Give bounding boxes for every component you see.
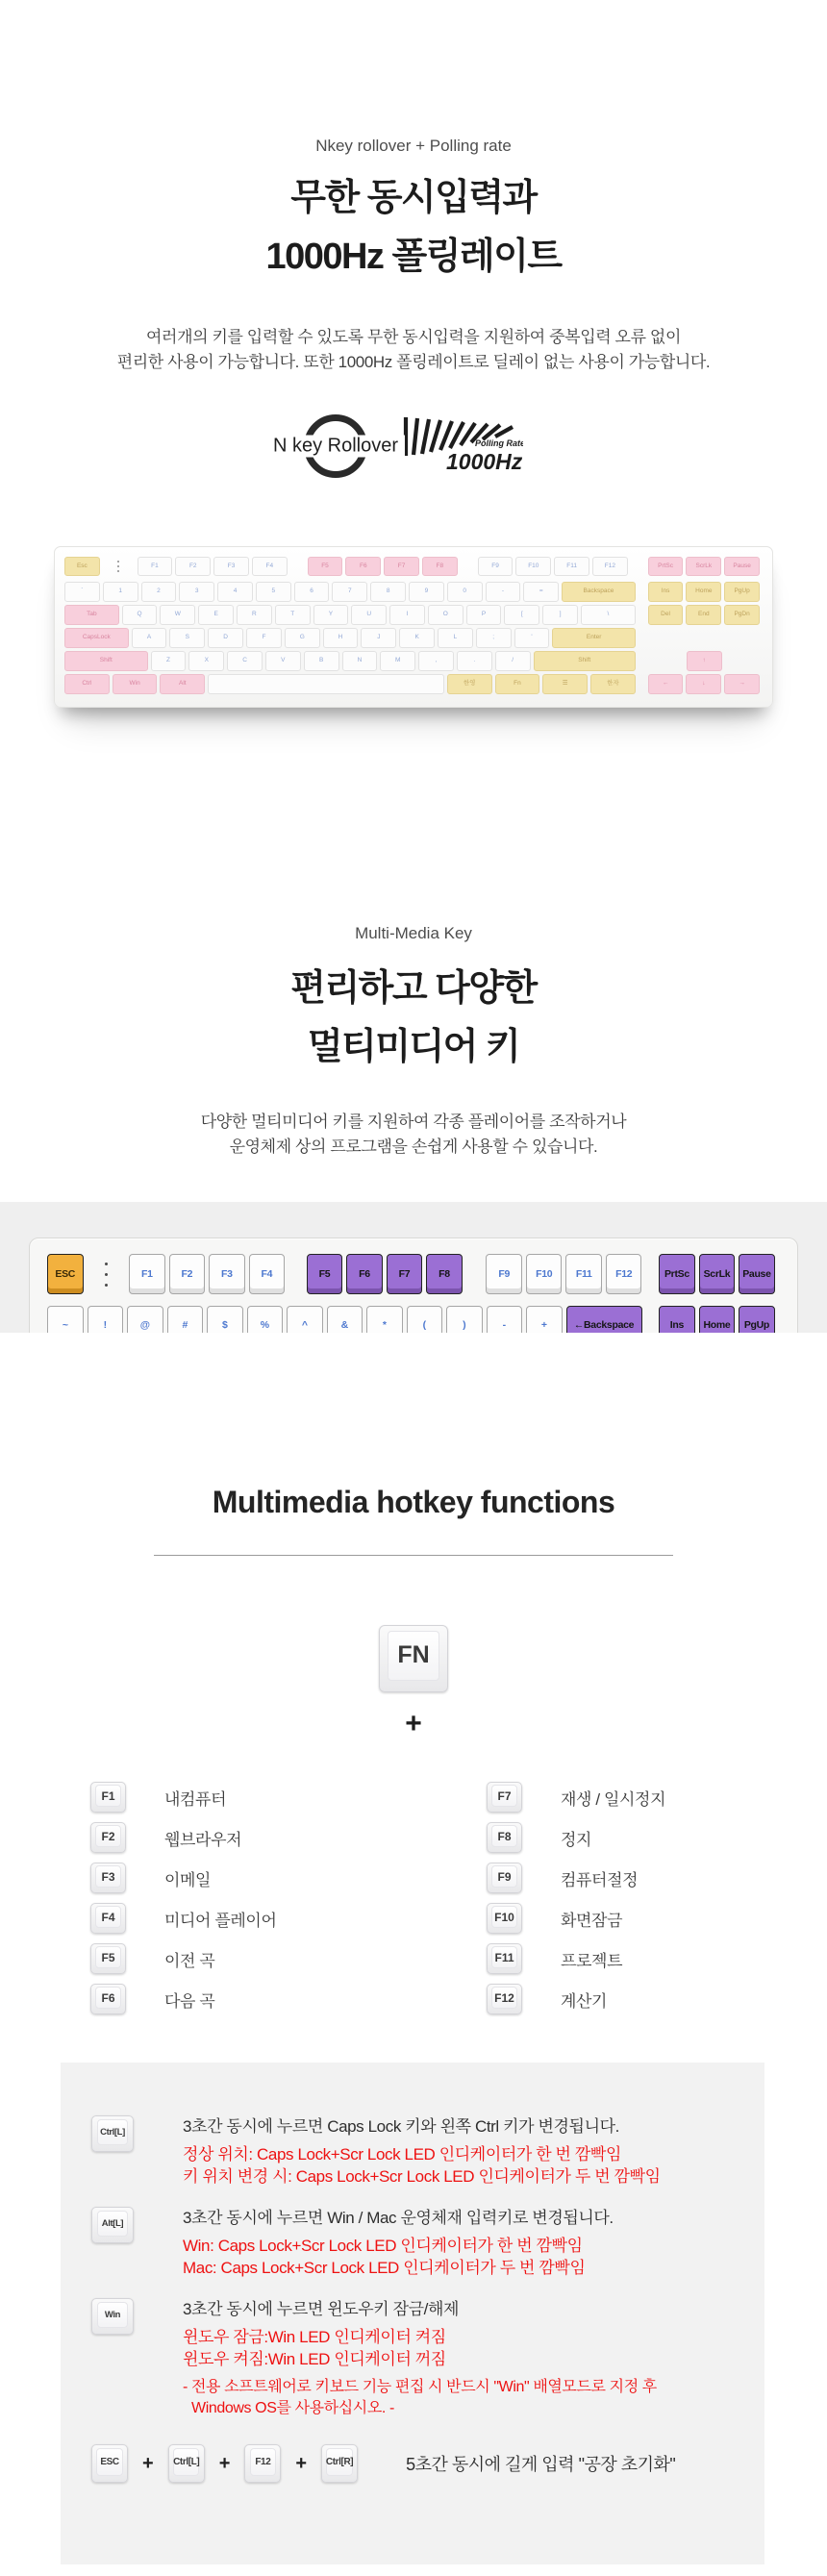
speed-lines-icon [400,412,523,475]
key-*: * [366,1306,403,1333]
plus-sign: + [405,1708,422,1739]
key-O: O [428,605,464,625]
key-F7-cap [487,1782,522,1813]
key-F5: F5 [308,557,343,576]
key-gap [290,557,305,576]
hotkey-function-row [90,1903,414,1934]
key-5: 5 [256,582,291,602]
f12-keycap: F12 [244,2444,281,2483]
key-F11-cap [487,1943,522,1974]
nkey-desc-line2: 편리한 사용이 가능합니다. 또한 1000Hz 폴링레이트로 딜레이 없는 사용이 가능합니다. [116,353,711,371]
fn-keycap [379,1625,448,1692]
ctrl-left-keycap: Ctrl[L] [91,2115,134,2152]
led-indicators [103,557,135,576]
key-/: / [495,651,531,671]
key-F12-cap [487,1984,522,2014]
key-F5: F5 [307,1254,343,1294]
led-dot [105,1284,108,1287]
key-F6: F6 [346,1254,383,1294]
note-red-line: 윈도우 켜짐:Win LED 인디케이터 꺼짐 [183,2350,446,2368]
key-F12: F12 [606,1254,642,1294]
factory-reset-text: 5초간 동시에 길게 입력 "공장 초기화" [406,2455,676,2474]
key-CapsLock: CapsLock [64,628,129,648]
nkey-title-line2: 1000Hz 폴링레이트 [265,237,562,277]
key-1: 1 [103,582,138,602]
nkey-title-line1: 무한 동시입력과 [290,178,537,218]
key-Home: Home [699,1306,736,1333]
key-☰: ☰ [542,674,588,694]
key-gap [466,1254,483,1294]
key-\: \ [581,605,636,625]
hotkey-function-table [67,1782,760,2024]
hotkey-function-row [90,1984,414,2014]
plus-sign: + [218,2452,231,2474]
note-red-line: Win: Caps Lock+Scr Lock LED 인디케이터가 한 번 깜빡임 [183,2237,583,2255]
key-gap [639,582,645,602]
hotkey-function-row [487,1863,760,1893]
key-@: @ [127,1306,163,1333]
note-text: 3초간 동시에 누르면 Caps Lock 키와 왼쪽 Ctrl 키가 변경됩니다. [183,2117,619,2136]
hotkey-function-row [487,1984,760,2014]
ctrl-right-keycap: Ctrl[R] [321,2444,358,2483]
key-gap [639,605,645,625]
key-4: 4 [217,582,253,602]
note-row-ctrl [91,2115,736,2188]
key-Ins: Ins [648,582,684,602]
key-gap [288,1254,303,1294]
key-F8: F8 [422,557,458,576]
key-Ins: Ins [659,1306,695,1333]
hotkey-function-row [90,1943,414,1974]
nkey-section-description [0,325,827,375]
key-R: R [237,605,272,625]
key-9: 9 [409,582,444,602]
key-V: V [265,651,301,671]
multimedia-section-title [0,960,827,1077]
key-0: 0 [447,582,483,602]
key-F9: F9 [478,557,514,576]
key-ScrLk: ScrLk [699,1254,736,1294]
note-text: 3초간 동시에 누르면 윈도우키 잠금/해제 [183,2300,460,2318]
key-gap [645,1254,655,1294]
factory-reset-combo-row [91,2444,736,2483]
key-Backspace: Backspace [562,582,636,602]
hotkey-function-label: 재생 / 일시정지 [561,1789,666,1809]
key-Fn: Fn [495,674,540,694]
key-Alt: Alt [160,674,205,694]
key-F8: F8 [426,1254,463,1294]
note-red-line: 정상 위치: Caps Lock+Scr Lock LED 인디케이터가 한 번 깜빡임 [183,2145,621,2163]
keyboard-row [64,557,763,576]
multimedia-desc-line1: 다양한 멀티미디어 키를 지원하여 각종 플레이어를 조작하거나 [200,1113,627,1131]
svg-text:Polling Rate: Polling Rate [475,438,523,448]
key-7: 7 [332,582,367,602]
win-keycap: Win [91,2298,134,2335]
hotkey-function-label: 컴퓨터절정 [561,1870,639,1889]
key-F12: F12 [592,557,628,576]
keycap-face: F12 [491,1987,517,2009]
key-F6-cap [90,1984,126,2014]
key-6: 6 [294,582,330,602]
ctrl-left-keycap: Ctrl[L] [168,2444,205,2483]
hotkey-function-row [90,1822,414,1853]
key-F: F [246,628,282,648]
hotkey-table-right-column [414,1782,760,2024]
feature-icons-row [0,412,827,480]
key-W: W [160,605,195,625]
key-(: ( [407,1306,443,1333]
keycap-face: F10 [491,1906,517,1928]
key-;: ; [476,628,512,648]
title-divider [154,1555,673,1556]
key-Shift: Shift [64,651,148,671]
key-2: 2 [141,582,177,602]
hotkey-function-row [487,1822,760,1853]
key-8: 8 [370,582,406,602]
hotkey-function-row [487,1903,760,1934]
keyboard-row [64,628,763,648]
key-=: = [523,582,559,602]
key-N: N [342,651,378,671]
key-F11: F11 [565,1254,602,1294]
note-red-line: 윈도우 잠금:Win LED 인디케이터 켜짐 [183,2328,446,2346]
key-S: S [169,628,205,648]
hotkey-function-row [90,1782,414,1813]
key-blank [208,674,444,694]
alt-left-keycap: Alt[L] [91,2207,134,2243]
key-↓: ↓ [686,674,721,694]
keycap-face: F8 [491,1825,517,1847]
multimedia-title-line1: 편리하고 다양한 [290,968,537,1009]
keyboard-diagram-band [0,1202,827,1333]
keycap-face: F3 [95,1865,121,1888]
key-X: X [188,651,224,671]
key-F10-cap [487,1903,522,1934]
key-C: C [227,651,263,671]
led-dot [117,561,119,563]
keycap-face: F4 [95,1906,121,1928]
key-E: E [198,605,234,625]
key-F11: F11 [554,557,589,576]
keyboard-row [47,1254,780,1294]
key-한자: 한자 [590,674,636,694]
key-gap [646,1306,656,1333]
key-Ctrl: Ctrl [64,674,110,694]
key-I: I [389,605,425,625]
keycap-face: F1 [95,1785,121,1807]
key-': ' [514,628,550,648]
key-→: → [724,674,760,694]
multimedia-section-description [0,1110,827,1160]
keycap-face: F6 [95,1987,121,2009]
key-PgUp: PgUp [724,582,760,602]
key-F3: F3 [209,1254,245,1294]
key-gap [639,674,645,694]
multimedia-desc-line2: 운영체제 상의 프로그램을 손쉽게 사용할 수 있습니다. [229,1138,598,1156]
key-←: ← [648,674,684,694]
hotkey-function-row [487,1782,760,1813]
svg-text:1000Hz: 1000Hz [446,449,523,474]
key-L: L [438,628,473,648]
key-P: P [466,605,502,625]
keycap-face: F2 [95,1825,121,1847]
key-U: U [351,605,387,625]
key-+: + [526,1306,563,1333]
keyboard-row [64,605,763,625]
key-PrtSc: PrtSc [648,557,684,576]
nkey-rollover-icon-label: N key Rollover [266,435,405,457]
key-Z: Z [151,651,187,671]
key-&: & [327,1306,363,1333]
keyboard-photo [54,546,773,708]
nkey-section-title [0,169,827,287]
hotkey-function-label: 프로젝트 [561,1951,623,1970]
key-ScrLk: ScrLk [686,557,721,576]
note-footnote-line: Windows OS를 사용하십시오. - [191,2400,394,2416]
hotkey-function-label: 다음 곡 [164,1991,215,2011]
esc-keycap: ESC [91,2444,128,2483]
key-Del: Del [648,605,684,625]
keyboard-diagram [29,1238,798,1333]
led-dot [117,570,119,572]
key-H: H [323,628,359,648]
key-#: # [167,1306,204,1333]
key-~: ~ [47,1306,84,1333]
key-gap [639,651,684,671]
key-F9: F9 [486,1254,522,1294]
key-F4-cap [90,1903,126,1934]
key-T: T [275,605,311,625]
hotkey-function-label: 이메일 [164,1870,212,1889]
key-`: ` [64,582,100,602]
key-]: ] [542,605,578,625]
key-End: End [686,605,721,625]
key-Y: Y [313,605,349,625]
key-M: M [380,651,415,671]
key-A: A [132,628,167,648]
key-Home: Home [686,582,721,602]
key--: - [486,582,521,602]
key-F2: F2 [175,557,211,576]
hotkey-functions-title: Multimedia hotkey functions [212,1485,615,1519]
led-dot [105,1273,108,1276]
key-F8-cap [487,1822,522,1853]
key-PgDn: PgDn [724,605,760,625]
key-D: D [208,628,243,648]
hotkey-function-label: 내컴퓨터 [164,1789,227,1809]
multimedia-title-line2: 멀티미디어 키 [307,1027,520,1067]
fn-keycap-label: FN [388,1631,439,1681]
key-F10: F10 [515,557,551,576]
hotkey-function-label: 계산기 [561,1991,608,2011]
key-K: K [399,628,435,648]
keycap-face: F7 [491,1785,517,1807]
key-F3-cap [90,1863,126,1893]
key-↑: ↑ [687,651,722,671]
keyboard-row [64,651,763,671]
keyboard-row [64,582,763,602]
key-F1-cap [90,1782,126,1813]
key-F7: F7 [387,1254,423,1294]
key-Win: Win [113,674,158,694]
led-dot [105,1263,108,1265]
key-ESC: ESC [47,1254,84,1294]
key-Pause: Pause [724,557,760,576]
plus-sign: + [142,2452,154,2474]
key-Tab: Tab [64,605,119,625]
hotkey-function-row [90,1863,414,1893]
note-footnote-line: - 전용 소프트웨어로 키보드 기능 편집 시 반드시 "Win" 배열모드로 지정 후 [183,2379,657,2395]
key-F9-cap [487,1863,522,1893]
note-red-line: Mac: Caps Lock+Scr Lock LED 인디케이터가 두 번 깜빡임 [183,2259,586,2277]
key-F5-cap [90,1943,126,1974]
keycap-face: F5 [95,1946,121,1968]
nkey-section-label: Nkey rollover + Polling rate [315,137,512,155]
keycap-face: F11 [491,1946,517,1968]
note-row-win [91,2298,736,2419]
key-F4: F4 [249,1254,286,1294]
key-gap [631,557,645,576]
nkey-rollover-icon [272,414,399,478]
key-combination-notes-panel [61,2063,764,2564]
key-한영: 한영 [447,674,492,694]
nkey-desc-line1: 여러개의 키를 입력할 수 있도록 무한 동시입력을 지원하여 중복입력 오류 없이 [146,328,681,346]
note-red-line: 키 위치 변경 시: Caps Lock+Scr Lock LED 인디케이터가 두 번 깜빡임 [183,2167,661,2186]
key-,: , [418,651,454,671]
key-PrtSc: PrtSc [659,1254,695,1294]
key-G: G [285,628,320,648]
hotkey-function-label: 화면잠금 [561,1911,623,1930]
led-indicators [88,1254,126,1294]
key-Enter: Enter [552,628,636,648]
hotkey-function-row [487,1943,760,1974]
key--: - [487,1306,523,1333]
keyboard-row [47,1306,780,1333]
key-3: 3 [179,582,214,602]
key-gap [461,557,475,576]
key-←Backspace: ←Backspace [566,1306,642,1333]
key-): ) [446,1306,483,1333]
note-text: 3초간 동시에 누르면 Win / Mac 운영체재 입력키로 변경됩니다. [183,2209,614,2227]
key-B: B [304,651,339,671]
key-$: $ [207,1306,243,1333]
key-Shift: Shift [534,651,636,671]
key-F2-cap [90,1822,126,1853]
key-F4: F4 [252,557,288,576]
key-F2: F2 [169,1254,206,1294]
key-F6: F6 [345,557,381,576]
key-Q: Q [122,605,158,625]
key-.: . [457,651,492,671]
key-F3: F3 [213,557,249,576]
key-F1: F1 [138,557,173,576]
key-J: J [361,628,396,648]
key-Esc: Esc [64,557,100,576]
led-dot [117,565,119,567]
key-F10: F10 [526,1254,563,1294]
note-row-alt [91,2207,736,2279]
multimedia-section-label: Multi-Media Key [355,924,472,942]
polling-rate-icon [400,412,523,480]
keyboard-row [64,674,763,694]
hotkey-function-label: 이전 곡 [164,1951,215,1970]
hotkey-function-label: 정지 [561,1830,592,1849]
key-F7: F7 [384,557,419,576]
key-!: ! [88,1306,124,1333]
plus-sign: + [295,2452,308,2474]
key-^: ^ [287,1306,323,1333]
hotkey-function-label: 미디어 플레이어 [164,1911,277,1930]
key-%: % [247,1306,284,1333]
key-[: [ [504,605,539,625]
hotkey-function-label: 웹브라우저 [164,1830,242,1849]
keycap-face: F9 [491,1865,517,1888]
hotkey-table-left-column [67,1782,414,2024]
key-Pause: Pause [739,1254,775,1294]
key-PgUp: PgUp [739,1306,775,1333]
key-F1: F1 [129,1254,165,1294]
